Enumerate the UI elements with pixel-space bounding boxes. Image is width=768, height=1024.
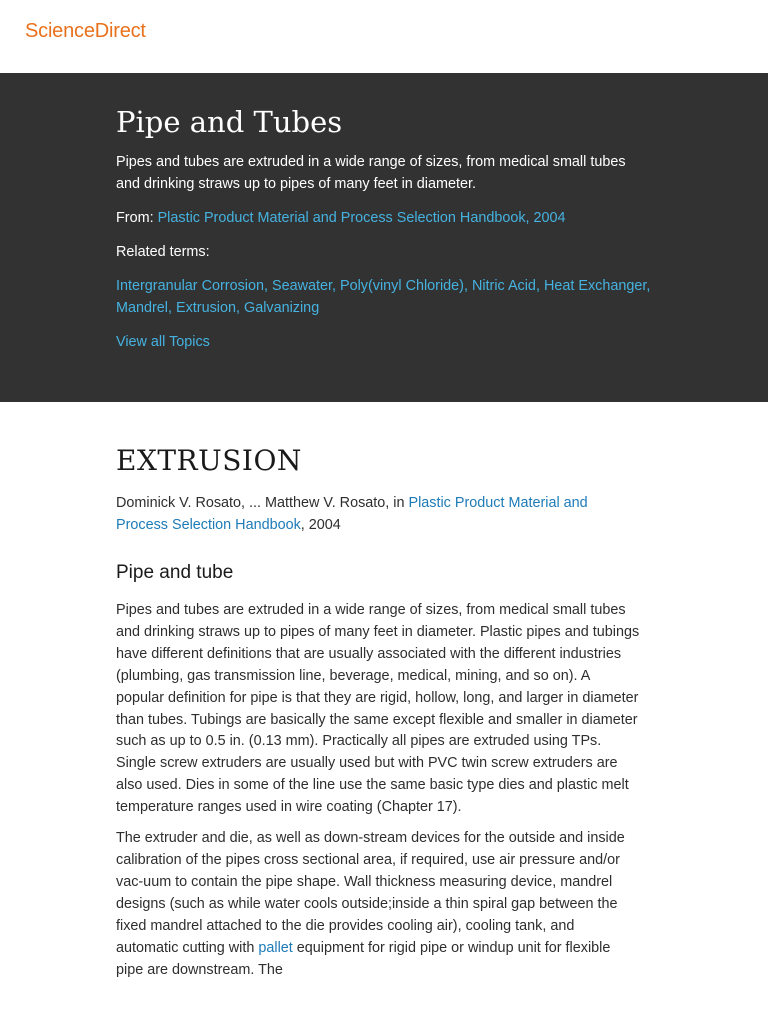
related-term-link[interactable]: Heat Exchanger xyxy=(543,278,647,294)
article xyxy=(0,402,768,981)
paragraph-2-text: The extruder and die, as well as down-stream devices for the outside and inside calibration of the pipes cross sectional area, if required, use air pressure and/or vac-uum to contain the pipe shape. Wall thickness measuring device, mandrel designs (such as while water cools outside;inside a thin spiral gap between the fixed mandrel attached to the die provides cooling air), cooling tank, and automatic cutting with xyxy=(116,830,625,956)
byline-authors: Dominick V. Rosato, ... Matthew V. Rosato, in xyxy=(116,495,409,511)
related-term-link[interactable]: Mandrel xyxy=(116,300,168,316)
byline-year: , 2004 xyxy=(300,517,341,533)
term-separator: , xyxy=(168,300,176,316)
topic-source xyxy=(116,207,652,229)
byline-book-link[interactable]: Plastic Product Material and Process Selection Handbook xyxy=(116,495,588,533)
related-term-link[interactable]: Seawater xyxy=(271,278,332,294)
topic-title: Pipe and Tubes xyxy=(116,105,343,139)
view-all-topics-link[interactable]: View all Topics xyxy=(116,334,210,350)
paragraph-1: Pipes and tubes are extruded in a wide range of sizes, from medical small tubes and drinking straws up to pipes of many feet in diameter. Plastic pipes and tubings have different definitions that are usually associated with the different industries (plumbing, gas transmission line, beverage, medical, mining, and so on). A popular definition for pipe is that they are rigid, hollow, long, and larger in diameter than tubes. Tubings are basically the same except flexible and smaller in diameter such as up to 0.5 in. (0.13 mm). Practically all pipes are extruded using TPs. Single screw extruders are usually used but with PVC twin screw extruders are also used. Dies in some of the line use the same basic type dies and plastic melt temperature ranges used in wire coating (Chapter 17). xyxy=(116,602,640,816)
byline xyxy=(116,492,640,536)
term-separator: , xyxy=(535,278,544,294)
sciencedirect-logo[interactable]: ScienceDirect xyxy=(25,20,146,42)
chapter-title: EXTRUSION xyxy=(116,444,302,477)
related-terms-label: Related terms: xyxy=(116,244,210,260)
related-term-link[interactable]: Galvanizing xyxy=(244,300,320,316)
pallet-link[interactable]: pallet xyxy=(258,939,293,956)
topic-description: Pipes and tubes are extruded in a wide range of sizes, from medical small tubes and drinking straws up to pipes of many feet in diameter. xyxy=(116,154,626,192)
topic-hero xyxy=(0,73,768,402)
term-separator: , xyxy=(263,278,272,294)
from-label: From: xyxy=(116,210,158,226)
related-terms-list xyxy=(116,275,652,319)
section-heading: Pipe and tube xyxy=(116,562,234,583)
term-separator: , xyxy=(646,278,651,294)
related-term-link[interactable]: Nitric Acid xyxy=(471,278,536,294)
source-book-link[interactable]: Plastic Product Material and Process Selection Handbook, 2004 xyxy=(157,210,566,226)
related-term-link[interactable]: Extrusion xyxy=(176,300,236,316)
related-term-link[interactable]: Poly(vinyl Chloride) xyxy=(340,278,464,294)
term-separator: , xyxy=(236,300,244,316)
term-separator: , xyxy=(463,278,472,294)
term-separator: , xyxy=(332,278,340,294)
related-term-link[interactable]: Intergranular Corrosion xyxy=(116,278,264,294)
site-header xyxy=(0,0,768,73)
paragraph-2-text-continued: equipment for rigid pipe or windup unit for flexible pipe are downstream. The xyxy=(116,939,611,978)
paragraph-2 xyxy=(116,828,640,981)
